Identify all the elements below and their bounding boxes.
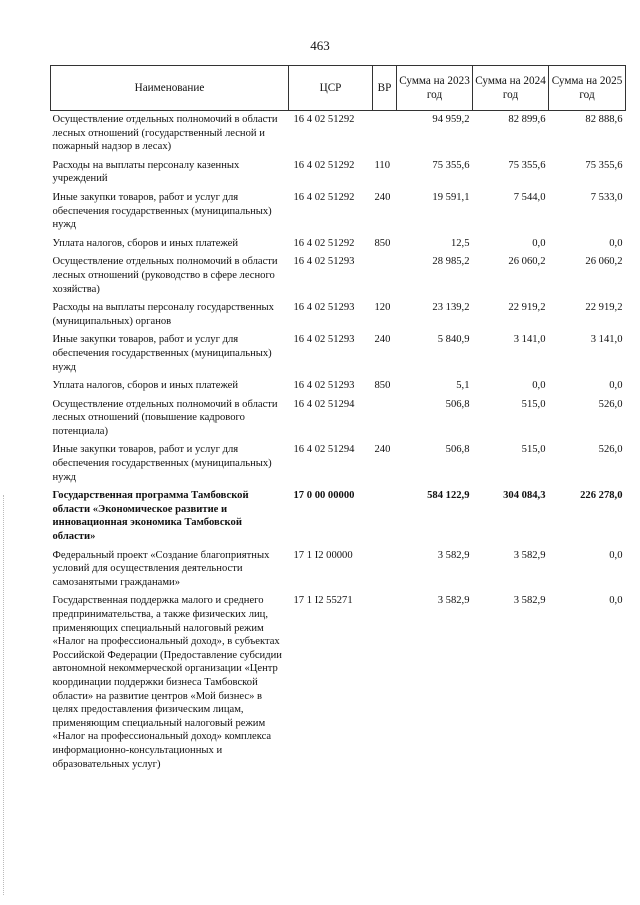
table-row bbox=[51, 299, 626, 331]
cell-sum-2023: 506,8 bbox=[445, 444, 470, 456]
cell-sum-2024: 3 141,0 bbox=[513, 334, 546, 346]
cell-vr bbox=[373, 111, 397, 157]
table-row bbox=[51, 111, 626, 157]
cell-sum-2024: 22 919,2 bbox=[508, 302, 546, 314]
cell-sum-2023: 584 122,9 bbox=[427, 490, 470, 502]
cell-vr bbox=[373, 253, 397, 299]
cell-name: Иные закупки товаров, работ и услуг для обеспечения государственных (муниципальных) нужд bbox=[52, 334, 272, 373]
table-row bbox=[51, 253, 626, 299]
cell-name: Федеральный проект «Создание благоприятных условий для осуществления деятельности самозанятыми гражданами» bbox=[52, 549, 270, 588]
cell-csr: 16 4 02 51293 bbox=[293, 380, 355, 392]
cell-sum-2025: 0,0 bbox=[609, 595, 623, 607]
table-header-row bbox=[51, 66, 626, 111]
cell-sum-2023: 5 840,9 bbox=[437, 334, 470, 346]
cell-sum-2024: 515,0 bbox=[521, 444, 546, 456]
cell-sum-2023: 3 582,9 bbox=[437, 549, 470, 561]
cell-csr: 16 4 02 51294 bbox=[293, 444, 355, 456]
cell-vr: 120 bbox=[374, 302, 391, 314]
table-row bbox=[51, 157, 626, 189]
cell-csr: 16 4 02 51292 bbox=[293, 237, 355, 249]
cell-sum-2024: 3 582,9 bbox=[513, 549, 546, 561]
header-name: Наименование bbox=[51, 66, 289, 111]
cell-sum-2025: 226 278,0 bbox=[580, 490, 623, 502]
cell-sum-2025: 7 533,0 bbox=[590, 191, 623, 203]
cell-sum-2023: 5,1 bbox=[456, 380, 470, 392]
cell-sum-2024: 515,0 bbox=[521, 398, 546, 410]
cell-sum-2025: 82 888,6 bbox=[585, 114, 623, 125]
table-body bbox=[51, 111, 626, 775]
cell-sum-2025: 0,0 bbox=[609, 237, 623, 249]
cell-csr: 17 1 I2 00000 bbox=[293, 549, 353, 561]
table-row bbox=[51, 441, 626, 487]
cell-csr: 16 4 02 51293 bbox=[293, 256, 355, 268]
header-vr: ВР bbox=[373, 66, 397, 111]
cell-sum-2024: 0,0 bbox=[532, 237, 546, 249]
cell-vr: 240 bbox=[374, 334, 391, 346]
cell-name: Государственная программа Тамбовской области «Экономическое развитие и инновационная экономика Тамбовской области» bbox=[52, 490, 249, 543]
table-row bbox=[51, 396, 626, 442]
cell-name: Расходы на выплаты персоналу казенных учреждений bbox=[52, 159, 240, 185]
cell-sum-2023: 19 591,1 bbox=[432, 191, 470, 203]
table-row bbox=[51, 377, 626, 396]
cell-sum-2025: 526,0 bbox=[598, 444, 623, 456]
cell-vr bbox=[373, 592, 397, 774]
table-row bbox=[51, 487, 626, 546]
cell-sum-2024: 82 899,6 bbox=[508, 114, 546, 125]
cell-csr: 17 0 00 00000 bbox=[293, 490, 355, 502]
cell-sum-2025: 0,0 bbox=[609, 380, 623, 392]
cell-sum-2025: 26 060,2 bbox=[585, 256, 623, 268]
cell-vr bbox=[373, 547, 397, 593]
margin-scan-marks bbox=[3, 495, 7, 895]
header-csr: ЦСР bbox=[289, 66, 373, 111]
table-row bbox=[51, 592, 626, 774]
cell-sum-2024: 0,0 bbox=[532, 380, 546, 392]
table-row bbox=[51, 331, 626, 377]
cell-vr: 240 bbox=[374, 444, 391, 456]
header-sum-2024: Сумма на 2024 год bbox=[473, 66, 549, 111]
cell-vr bbox=[373, 396, 397, 442]
header-sum-2023: Сумма на 2023 год bbox=[397, 66, 473, 111]
cell-vr: 850 bbox=[374, 237, 391, 249]
cell-sum-2025: 526,0 bbox=[598, 398, 623, 410]
cell-csr: 16 4 02 51292 bbox=[293, 114, 355, 125]
cell-sum-2024: 75 355,6 bbox=[508, 159, 546, 171]
cell-sum-2025: 22 919,2 bbox=[585, 302, 623, 314]
table-row bbox=[51, 235, 626, 254]
cell-name: Уплата налогов, сборов и иных платежей bbox=[52, 380, 239, 392]
cell-sum-2023: 23 139,2 bbox=[432, 302, 470, 314]
cell-sum-2023: 28 985,2 bbox=[432, 256, 470, 268]
cell-csr: 16 4 02 51292 bbox=[293, 159, 355, 171]
cell-name: Осуществление отдельных полномочий в области лесных отношений (руководство в сфере лесного хозяйства) bbox=[52, 256, 278, 295]
cell-csr: 16 4 02 51292 bbox=[293, 191, 355, 203]
cell-csr: 16 4 02 51293 bbox=[293, 302, 355, 314]
cell-sum-2023: 3 582,9 bbox=[437, 595, 470, 607]
cell-sum-2023: 75 355,6 bbox=[432, 159, 470, 171]
cell-sum-2025: 3 141,0 bbox=[590, 334, 623, 346]
header-sum-2025: Сумма на 2025 год bbox=[549, 66, 626, 111]
cell-sum-2025: 0,0 bbox=[609, 549, 623, 561]
cell-name: Осуществление отдельных полномочий в области лесных отношений (государственный лесной и пожарный надзор в лесах) bbox=[52, 114, 278, 153]
cell-csr: 16 4 02 51294 bbox=[293, 398, 355, 410]
cell-sum-2023: 12,5 bbox=[450, 237, 470, 249]
cell-sum-2025: 75 355,6 bbox=[585, 159, 623, 171]
budget-table bbox=[50, 65, 626, 774]
cell-name: Иные закупки товаров, работ и услуг для обеспечения государственных (муниципальных) нужд bbox=[52, 191, 272, 231]
cell-vr bbox=[373, 487, 397, 546]
table-row bbox=[51, 547, 626, 593]
cell-name: Расходы на выплаты персоналу государственных (муниципальных) органов bbox=[52, 302, 274, 327]
cell-sum-2024: 7 544,0 bbox=[513, 191, 546, 203]
cell-sum-2023: 94 959,2 bbox=[432, 114, 470, 125]
cell-csr: 17 1 I2 55271 bbox=[293, 595, 353, 607]
table-row bbox=[51, 189, 626, 235]
cell-vr: 110 bbox=[374, 159, 390, 171]
cell-vr: 240 bbox=[374, 191, 391, 203]
cell-sum-2024: 3 582,9 bbox=[513, 595, 546, 607]
cell-name: Осуществление отдельных полномочий в области лесных отношений (повышение кадрового потенциала) bbox=[52, 398, 278, 437]
cell-sum-2024: 26 060,2 bbox=[508, 256, 546, 268]
cell-sum-2024: 304 084,3 bbox=[503, 490, 546, 502]
cell-csr: 16 4 02 51293 bbox=[293, 334, 355, 346]
cell-vr: 850 bbox=[374, 380, 391, 392]
cell-name: Уплата налогов, сборов и иных платежей bbox=[52, 237, 239, 249]
cell-name: Иные закупки товаров, работ и услуг для обеспечения государственных (муниципальных) нужд bbox=[52, 444, 272, 483]
cell-name: Государственная поддержка малого и среднего предпринимательства, а также физических лиц, применяющих специальный налоговый режим «Налог на профессиональный доход», в субъектах Российской Федерации (Предоставление субсидии автономной некоммерческой организации «Центр координации поддержки бизнеса Тамбовской области» на развитие центров «Мой бизнес» в целях предоставления физическим лицам, применяющим специальный налоговый режим «Налог на профессиональный доход» комплекса информационно-консультационных и образовательных услуг) bbox=[52, 595, 282, 770]
page-number: 463 bbox=[310, 38, 330, 53]
cell-sum-2023: 506,8 bbox=[445, 398, 470, 410]
